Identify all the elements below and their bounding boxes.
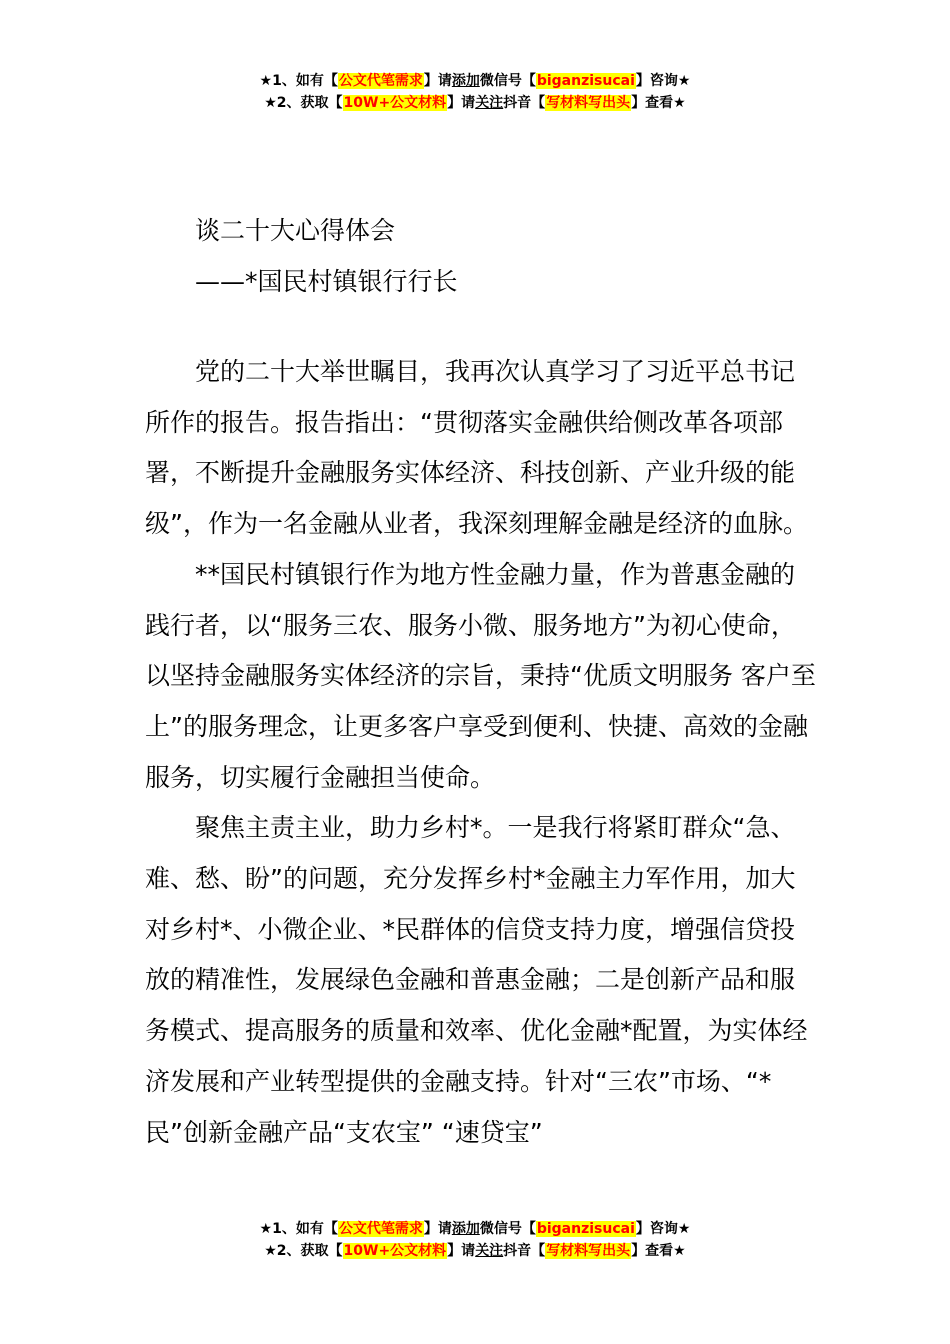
document-body xyxy=(145,347,817,1158)
body-paragraph: 党的二十大举世瞩目，我再次认真学习了习近平总书记所作的报告。报告指出：“贯彻落实金融供给侧改革各项部署，不断提升金融服务实体经济、科技创新、产业升级的能级”，作为一名金融从业者，我深刻理解金融是经济的血脉。 xyxy=(145,357,808,539)
document-title: 谈二十大心得体会 xyxy=(195,216,396,245)
document-author-line: ——*国民村镇银行行长 xyxy=(195,267,458,296)
promo-line-1: ★1、如有【公文代笔需求】请添加微信号【biganzisucai】咨询★ xyxy=(259,73,691,89)
highlight-service: 公文代笔需求 xyxy=(338,1221,423,1237)
promo-line-1: ★1、如有【公文代笔需求】请添加微信号【biganzisucai】咨询★ xyxy=(259,1221,691,1237)
body-paragraph: **国民村镇银行作为地方性金融力量，作为普惠金融的践行者，以“服务三农、服务小微、服务地方”为初心使命，以坚持金融服务实体经济的宗旨，秉持“优质文明服务 客户至上”的服务理念，让更多客户享受到便利、快捷、高效的金融服务，切实履行金融担当使命。 xyxy=(145,559,816,792)
header-promo-banner xyxy=(0,70,950,114)
promo-line-2: ★2、获取【10W+公文材料】请关注抖音【写材料写出头】查看★ xyxy=(264,95,686,111)
promo-line-2: ★2、获取【10W+公文材料】请关注抖音【写材料写出头】查看★ xyxy=(264,1243,686,1259)
highlight-wechat-id: biganzisucai xyxy=(536,73,635,89)
highlight-materials: 10W+公文材料 xyxy=(343,1243,447,1259)
footer-promo-banner xyxy=(0,1218,950,1262)
highlight-materials: 10W+公文材料 xyxy=(343,95,447,111)
highlight-douyin-account: 写材料写出头 xyxy=(546,95,631,111)
highlight-wechat-id: biganzisucai xyxy=(536,1221,635,1237)
highlight-douyin-account: 写材料写出头 xyxy=(546,1243,631,1259)
document-title-block xyxy=(195,205,458,307)
highlight-service: 公文代笔需求 xyxy=(338,73,423,89)
body-paragraph: 聚焦主责主业，助力乡村*。一是我行将紧盯群众“急、难、愁、盼”的问题，充分发挥乡村*金融主力军作用，加大对乡村*、小微企业、*民群体的信贷支持力度，增强信贷投放的精准性，发展绿色金融和普惠金融；二是创新产品和服务模式、提高服务的质量和效率、优化金融*配置，为实体经济发展和产业转型提供的金融支持。针对“三农”市场、“*民”创新金融产品“支农宝” “速贷宝” xyxy=(145,813,808,1147)
